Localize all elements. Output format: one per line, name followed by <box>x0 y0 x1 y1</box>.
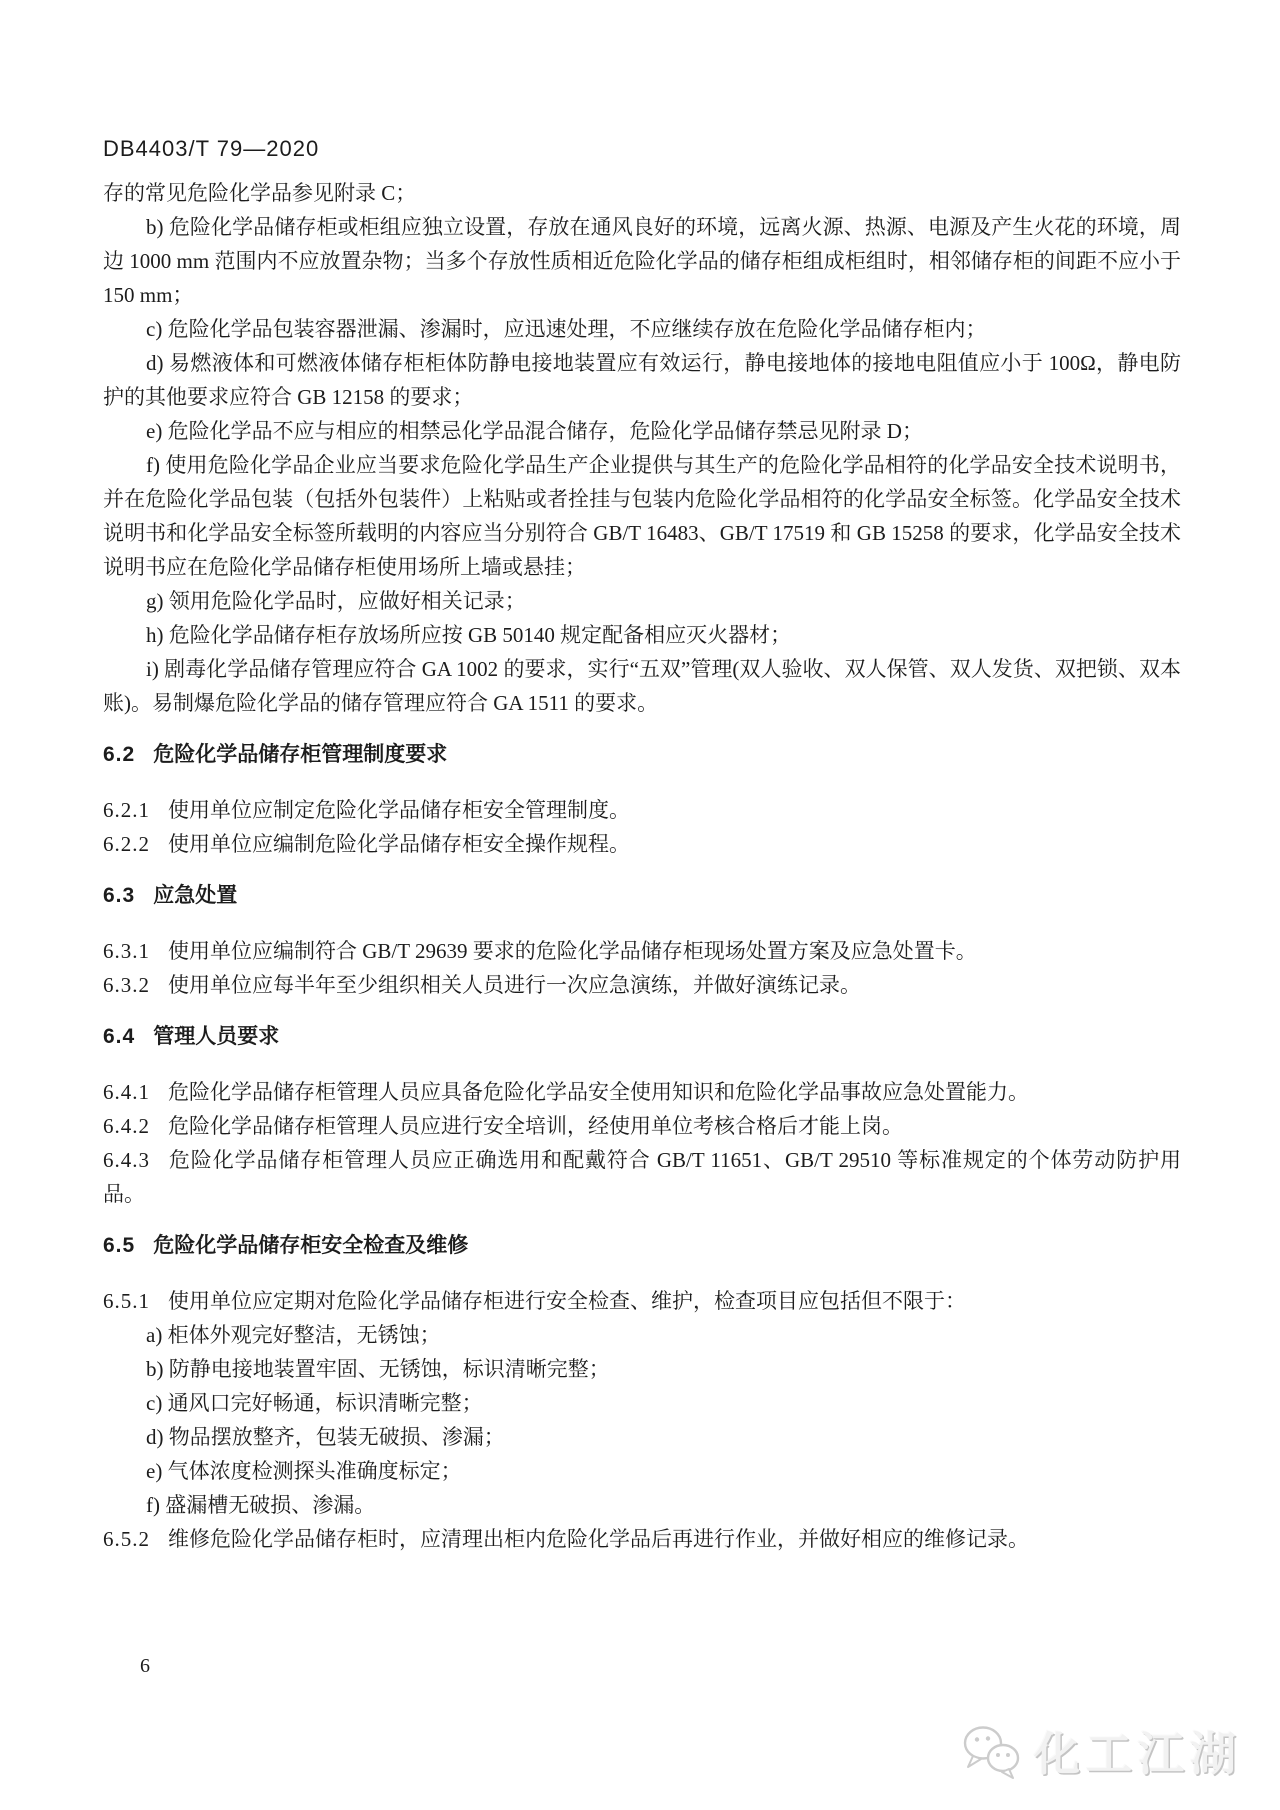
clause-number: 6.5.2 <box>103 1527 150 1551</box>
clause-number: 6.5.1 <box>103 1289 150 1313</box>
section-title: 管理人员要求 <box>153 1025 280 1048</box>
wechat-icon <box>958 1722 1024 1780</box>
clause-number: 6.4.1 <box>103 1080 150 1104</box>
check-item-e: e) 气体浓度检测探头准确度标定； <box>146 1459 462 1483</box>
check-item-d: d) 物品摆放整齐，包装无破损、渗漏； <box>146 1425 505 1449</box>
clause-6-4-1 <box>103 1075 1181 1109</box>
clause-number: 6.3.2 <box>103 973 150 997</box>
clause-text: 危险化学品储存柜管理人员应具备危险化学品安全使用知识和危险化学品事故应急处置能力。 <box>168 1080 1029 1104</box>
list-item-c: c) 危险化学品包装容器泄漏、渗漏时，应迅速处理，不应继续存放在危险化学品储存柜内； <box>146 317 987 341</box>
check-item-c: c) 通风口完好畅通，标识清晰完整； <box>146 1391 483 1415</box>
clause-number: 6.2.1 <box>103 798 150 822</box>
clause-text: 危险化学品储存柜管理人员应正确选用和配戴符合 GB/T 11651、GB/T 29510 等标准规定的个体劳动防护用品。 <box>103 1148 1181 1206</box>
clause-text: 使用单位应定期对危险化学品储存柜进行安全检查、维护，检查项目应包括但不限于： <box>168 1289 966 1313</box>
list-item-f: f) 使用危险化学品企业应当要求危险化学品生产企业提供与其生产的危险化学品相符的化学品安全技术说明书，并在危险化学品包装（包括外包装件）上粘贴或者拴挂与包装内危险化学品相符的化学品安全标签。化学品安全技术说明书和化学品安全标签所载明的内容应当分别符合 GB/T 16483、GB/T 17519 和 GB 15258 的要求，化学品安全技术说明书应在危险化学品储存柜使用场所上墙或悬挂； <box>103 453 1181 579</box>
clause-text: 使用单位应每半年至少组织相关人员进行一次应急演练，并做好演练记录。 <box>168 973 861 997</box>
section-title: 危险化学品储存柜管理制度要求 <box>153 743 448 766</box>
clause-6-4-2 <box>103 1109 1181 1143</box>
section-number: 6.2 <box>103 743 136 766</box>
clause-6-3-1 <box>103 934 1181 968</box>
list-item-h: h) 危险化学品储存柜存放场所应按 GB 50140 规定配备相应灭火器材； <box>146 623 792 647</box>
section-heading-6-3 <box>103 879 1181 913</box>
clause-6-5-2 <box>103 1522 1181 1556</box>
section-heading-6-2 <box>103 738 1181 772</box>
clause-number: 6.3.1 <box>103 939 150 963</box>
clause-text: 危险化学品储存柜管理人员应进行安全培训，经使用单位考核合格后才能上岗。 <box>168 1114 903 1138</box>
list-item-g: g) 领用危险化学品时，应做好相关记录； <box>146 589 526 613</box>
clause-6-2-2 <box>103 827 1181 861</box>
document-body <box>103 176 1181 1556</box>
section-heading-6-4 <box>103 1020 1181 1054</box>
clause-6-2-1 <box>103 793 1181 827</box>
list-item-e: e) 危险化学品不应与相应的相禁忌化学品混合储存，危险化学品储存禁忌见附录 D； <box>146 419 923 443</box>
clause-text: 维修危险化学品储存柜时，应清理出柜内危险化学品后再进行作业，并做好相应的维修记录。 <box>168 1527 1029 1551</box>
clause-text: 使用单位应编制符合 GB/T 29639 要求的危险化学品储存柜现场处置方案及应急处置卡。 <box>168 939 977 963</box>
section-number: 6.3 <box>103 884 136 907</box>
clause-6-5-1 <box>103 1284 1181 1318</box>
clause-number: 6.4.3 <box>103 1148 150 1172</box>
paragraph-continuation: 存的常见危险化学品参见附录 C； <box>103 181 417 205</box>
clause-text: 使用单位应编制危险化学品储存柜安全操作规程。 <box>168 832 630 856</box>
page-number: 6 <box>140 1655 150 1677</box>
check-item-b: b) 防静电接地装置牢固、无锈蚀，标识清晰完整； <box>146 1357 610 1381</box>
clause-6-3-2 <box>103 968 1181 1002</box>
doc-number: DB4403/T 79—2020 <box>103 136 320 161</box>
section-title: 危险化学品储存柜安全检查及维修 <box>153 1234 469 1257</box>
doc-header <box>103 136 319 162</box>
watermark <box>958 1718 1242 1784</box>
clause-text: 使用单位应制定危险化学品储存柜安全管理制度。 <box>168 798 630 822</box>
section-heading-6-5 <box>103 1229 1181 1263</box>
section-title: 应急处置 <box>153 884 238 907</box>
watermark-text: 化工江湖 <box>1034 1728 1242 1780</box>
clause-number: 6.2.2 <box>103 832 150 856</box>
check-item-a: a) 柜体外观完好整洁，无锈蚀； <box>146 1323 441 1347</box>
check-item-f: f) 盛漏槽无破损、渗漏。 <box>146 1493 376 1517</box>
list-item-i: i) 剧毒化学品储存管理应符合 GA 1002 的要求，实行“五双”管理(双人验收、双人保管、双人发货、双把锁、双本账)。易制爆危险化学品的储存管理应符合 GA 1511 的要求。 <box>103 657 1181 715</box>
clause-number: 6.4.2 <box>103 1114 150 1138</box>
clause-6-4-3 <box>103 1143 1181 1211</box>
list-item-d: d) 易燃液体和可燃液体储存柜柜体防静电接地装置应有效运行，静电接地体的接地电阻值应小于 100Ω，静电防护的其他要求应符合 GB 12158 的要求； <box>103 351 1181 409</box>
list-item-b: b) 危险化学品储存柜或柜组应独立设置，存放在通风良好的环境，远离火源、热源、电源及产生火花的环境，周边 1000 mm 范围内不应放置杂物；当多个存放性质相近危险化学品的储存柜组成柜组时，相邻储存柜的间距不应小于 150 mm； <box>103 215 1181 307</box>
section-number: 6.4 <box>103 1025 136 1048</box>
section-number: 6.5 <box>103 1234 136 1257</box>
